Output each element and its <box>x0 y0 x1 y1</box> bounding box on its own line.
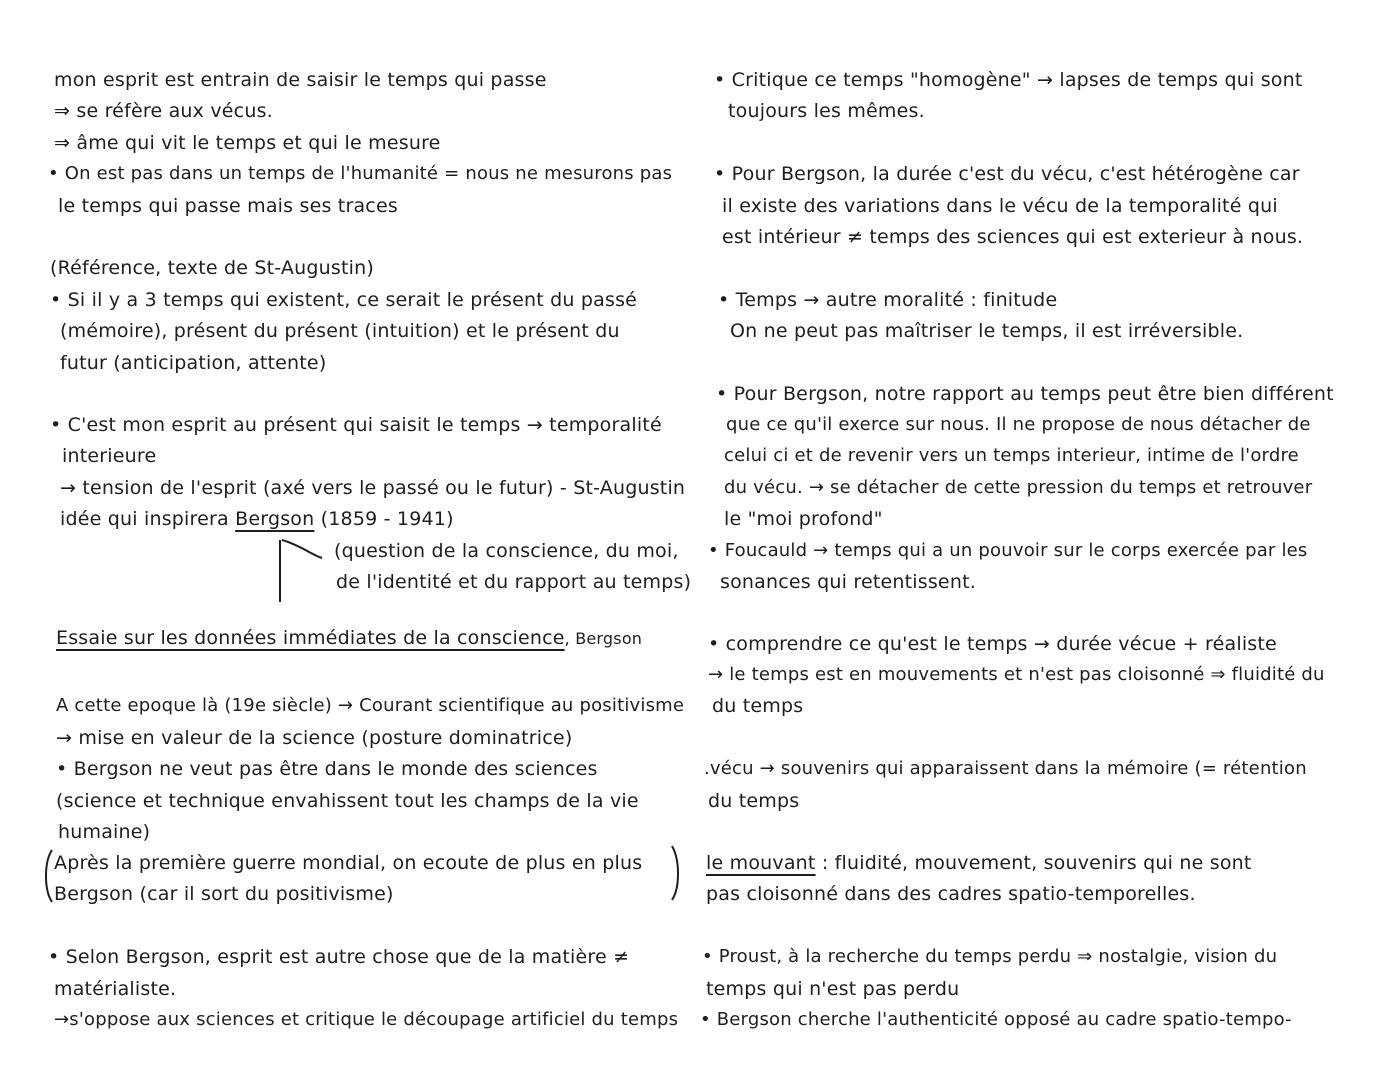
left-line: (science et technique envahissent tout les champs de la vie <box>56 790 639 812</box>
left-line: (Référence, texte de St-Augustin) <box>50 257 374 279</box>
right-line: • Proust, à la recherche du temps perdu ⇒ nostalgie, vision du <box>702 946 1278 967</box>
right-line: .vécu → souvenirs qui apparaissent dans la mémoire (= rétention <box>704 758 1307 779</box>
left-line: (mémoire), présent du présent (intuition) et le présent du <box>60 320 620 342</box>
left-line: Après la première guerre mondial, on ecoute de plus en plus <box>54 852 643 874</box>
left-line: • On est pas dans un temps de l'humanité = nous ne mesurons pas <box>48 163 673 184</box>
left-line: futur (anticipation, attente) <box>60 352 327 374</box>
left-line: (question de la conscience, du moi, <box>334 540 679 562</box>
left-line: A cette epoque là (19e siècle) → Courant scientifique au positivisme <box>56 695 685 716</box>
right-line: temps qui n'est pas perdu <box>706 978 960 1000</box>
essay-title-underlined: Essaie sur les données immédiates de la conscience <box>56 627 565 649</box>
left-line: interieure <box>62 445 157 467</box>
right-line: du temps <box>708 790 800 812</box>
left-text: , Bergson <box>564 629 643 648</box>
left-bracket <box>46 850 52 902</box>
mouvant-underlined: le mouvant <box>706 852 816 874</box>
right-line: celui ci et de revenir vers un temps interieur, intime de l'ordre <box>724 445 1299 466</box>
left-line: • Selon Bergson, esprit est autre chose que de la matière ≠ <box>48 946 630 968</box>
right-line: il existe des variations dans le vécu de la temporalité qui <box>722 195 1278 217</box>
left-text: idée qui inspirera <box>60 508 229 530</box>
right-line: pas cloisonné dans des cadres spatio-temporelles. <box>706 883 1196 905</box>
right-bracket <box>672 846 678 900</box>
left-line: Bergson (car il sort du positivisme) <box>54 883 394 905</box>
left-line: ⇒ âme qui vit le temps et qui le mesure <box>54 132 441 154</box>
left-line: matérialiste. <box>54 978 177 1000</box>
right-line: que ce qu'il exerce sur nous. Il ne propose de nous détacher de <box>726 414 1311 435</box>
left-line: • Bergson ne veut pas être dans le monde des sciences <box>56 758 598 780</box>
right-line: • Critique ce temps "homogène" → lapses de temps qui sont <box>714 69 1303 91</box>
left-line: de l'identité et du rapport au temps) <box>336 571 692 593</box>
right-line: • Foucauld → temps qui a un pouvoir sur le corps exercée par les <box>708 540 1308 561</box>
right-line: On ne peut pas maîtriser le temps, il est irréversible. <box>730 320 1244 342</box>
right-line: sonances qui retentissent. <box>720 571 976 593</box>
right-line <box>706 851 1252 875</box>
right-line: du temps <box>712 695 804 717</box>
right-text: : fluidité, mouvement, souvenirs qui ne sont <box>821 852 1252 874</box>
right-line: est intérieur ≠ temps des sciences qui est exterieur à nous. <box>722 226 1304 248</box>
left-line: →s'oppose aux sciences et critique le découpage artificiel du temps <box>54 1009 679 1030</box>
right-line: • Temps → autre moralité : finitude <box>718 289 1058 311</box>
right-line: toujours les mêmes. <box>728 100 925 122</box>
connector-branch <box>282 540 322 558</box>
left-line: le temps qui passe mais ses traces <box>58 195 398 217</box>
right-line: • comprendre ce qu'est le temps → durée vécue + réaliste <box>708 633 1277 655</box>
right-line: • Pour Bergson, notre rapport au temps peut être bien différent <box>716 383 1334 405</box>
right-line: → le temps est en mouvements et n'est pas cloisonné ⇒ fluidité du <box>708 664 1325 685</box>
left-line: humaine) <box>58 821 151 843</box>
right-line: le "moi profond" <box>724 508 883 530</box>
left-text: (1859 - 1941) <box>320 508 454 530</box>
bergson-underlined: Bergson <box>235 508 315 530</box>
left-line: • C'est mon esprit au présent qui saisit le temps → temporalité <box>50 414 662 436</box>
right-line: • Bergson cherche l'authenticité opposé au cadre spatio-tempo- <box>700 1009 1292 1030</box>
left-line: → tension de l'esprit (axé vers le passé ou le futur) - St-Augustin <box>60 477 686 499</box>
right-line: du vécu. → se détacher de cette pression du temps et retrouver <box>724 477 1313 498</box>
right-line: • Pour Bergson, la durée c'est du vécu, c'est hétérogène car <box>714 163 1300 185</box>
left-line: • Si il y a 3 temps qui existent, ce serait le présent du passé <box>50 289 638 311</box>
left-line: → mise en valeur de la science (posture dominatrice) <box>56 727 573 749</box>
left-line: ⇒ se réfère aux vécus. <box>54 100 273 122</box>
left-line: mon esprit est entrain de saisir le temps qui passe <box>54 69 547 91</box>
